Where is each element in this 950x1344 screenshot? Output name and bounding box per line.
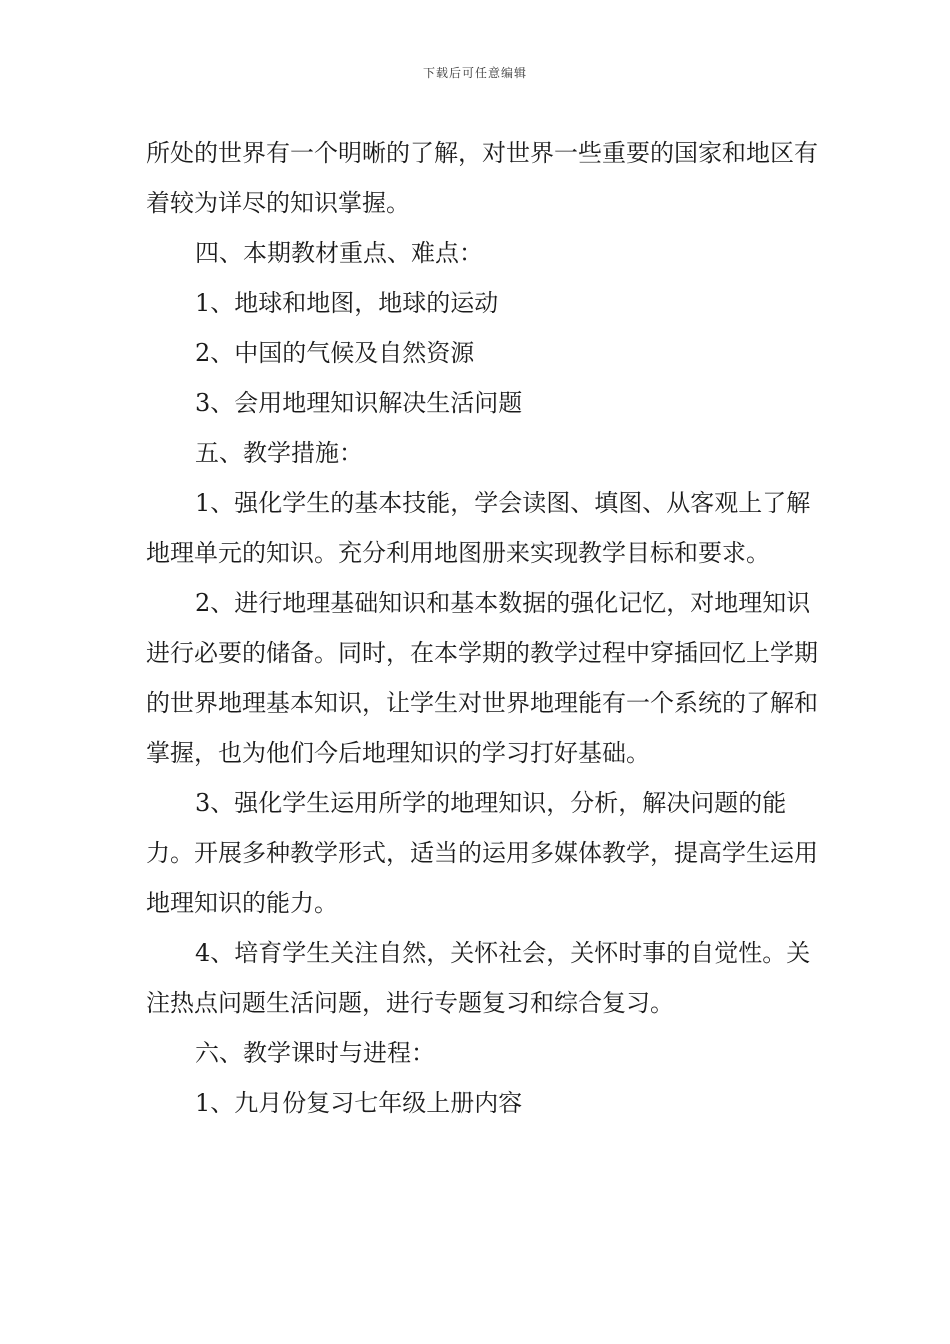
list-item: 2、进行地理基础知识和基本数据的强化记忆，对地理知识进行必要的储备。同时，在本学期的教学过程中穿插回忆上学期的世界地理基本知识，让学生对世界地理能有一个系统的了解和掌握，也为他们今后地理知识的学习打好基础。 [146,589,818,767]
list-item: 3、强化学生运用所学的地理知识，分析，解决问题的能力。开展多种教学形式，适当的运用多媒体教学，提高学生运用地理知识的能力。 [146,789,818,917]
list-item: 4、培育学生关注自然，关怀社会，关怀时事的自觉性。关注热点问题生活问题，进行专题复习和综合复习。 [146,939,811,1017]
document-body [146,128,826,1128]
section-heading-6: 六、教学课时与进程： [195,1039,435,1067]
list-item: 1、地球和地图，地球的运动 [195,289,499,317]
list-item: 1、强化学生的基本技能，学会读图、填图、从客观上了解地理单元的知识。充分利用地图册来实现教学目标和要求。 [146,489,811,567]
page-header: 下载后可任意编辑 [422,66,527,80]
section-heading-5: 五、教学措施： [195,439,363,467]
section-heading-4: 四、本期教材重点、难点： [195,239,483,267]
list-item: 2、中国的气候及自然资源 [195,339,475,367]
list-item: 3、会用地理知识解决生活问题 [195,389,523,417]
paragraph: 所处的世界有一个明晰的了解，对世界一些重要的国家和地区有着较为详尽的知识掌握。 [146,139,818,217]
list-item: 1、九月份复习七年级上册内容 [195,1089,523,1117]
